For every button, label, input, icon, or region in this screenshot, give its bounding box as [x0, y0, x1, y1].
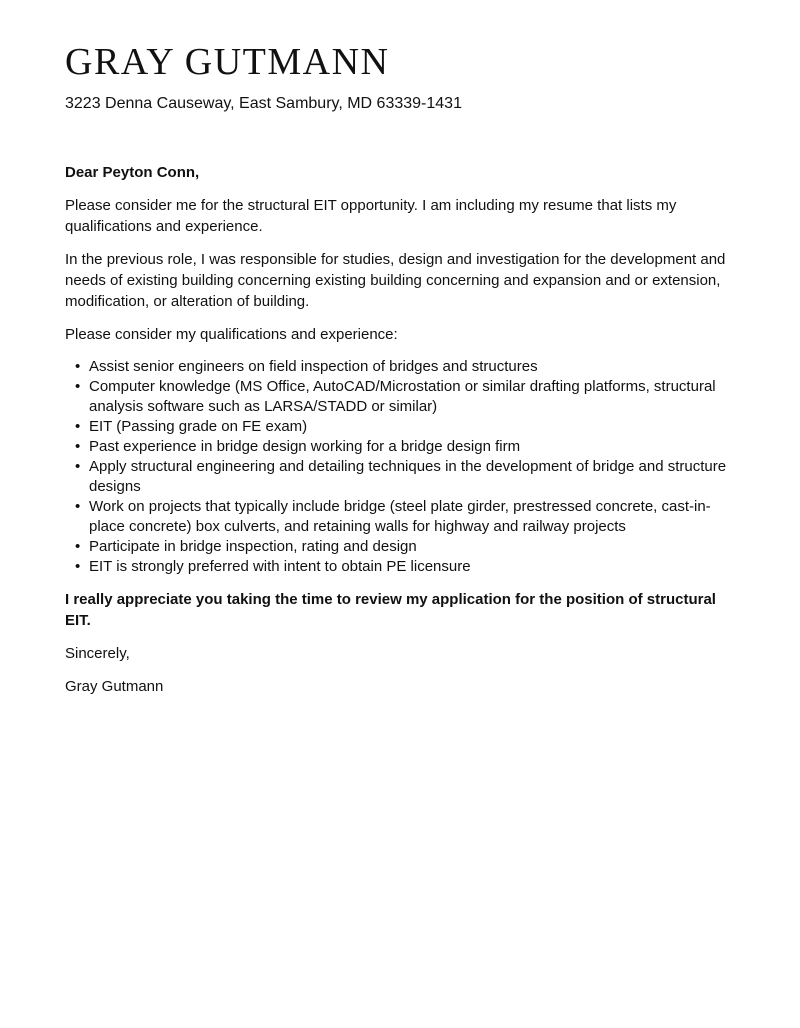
list-item	[75, 557, 745, 577]
list-item	[75, 377, 745, 417]
list-item	[75, 497, 745, 537]
salutation: Dear Peyton Conn,	[65, 164, 200, 181]
bullet-icon: •	[75, 418, 81, 435]
bullet-icon: •	[75, 458, 81, 475]
bullet-icon: •	[75, 358, 81, 375]
paragraph-intro: Please consider me for the structural EIT opportunity. I am including my resume that lists my qualifications and experience.	[65, 197, 677, 235]
list-item-text: Assist senior engineers on field inspection of bridges and structures	[89, 358, 538, 375]
list-item-text: Past experience in bridge design working for a bridge design firm	[89, 438, 521, 455]
list-item-text: Apply structural engineering and detailing techniques in the development of bridge and structure designs	[89, 458, 727, 495]
list-item	[75, 417, 745, 437]
bullet-icon: •	[75, 538, 81, 555]
qualifications-list	[65, 357, 745, 577]
paragraph-qualifications-lead: Please consider my qualifications and experience:	[65, 326, 398, 343]
bullet-icon: •	[75, 438, 81, 455]
sender-name: GRAY GUTMANN	[65, 41, 390, 83]
bullet-icon: •	[75, 498, 81, 515]
list-item	[75, 457, 745, 497]
paragraph-previous-role: In the previous role, I was responsible for studies, design and investigation for the development and needs of existing building concerning existing building concerning and expansion and or extension, modification, or alteration of building.	[65, 251, 726, 310]
valediction: Sincerely,	[65, 645, 130, 662]
list-item-text: EIT is strongly preferred with intent to obtain PE licensure	[89, 558, 471, 575]
list-item	[75, 537, 745, 557]
list-item	[75, 357, 745, 377]
bullet-icon: •	[75, 558, 81, 575]
list-item-text: Work on projects that typically include bridge (steel plate girder, prestressed concrete, cast-in-place concrete) box culverts, and retaining walls for highway and railway projects	[89, 498, 711, 535]
sender-address: 3223 Denna Causeway, East Sambury, MD 63339-1431	[65, 95, 462, 112]
letter-body	[65, 162, 745, 709]
list-item	[75, 437, 745, 457]
signature-name: Gray Gutmann	[65, 678, 164, 695]
list-item-text: EIT (Passing grade on FE exam)	[89, 418, 308, 435]
closing-statement: I really appreciate you taking the time to review my application for the position of structural EIT.	[65, 591, 716, 629]
list-item-text: Participate in bridge inspection, rating and design	[89, 538, 417, 555]
list-item-text: Computer knowledge (MS Office, AutoCAD/Microstation or similar drafting platforms, structural analysis software such as LARSA/STADD or similar)	[89, 378, 716, 415]
bullet-icon: •	[75, 378, 81, 395]
